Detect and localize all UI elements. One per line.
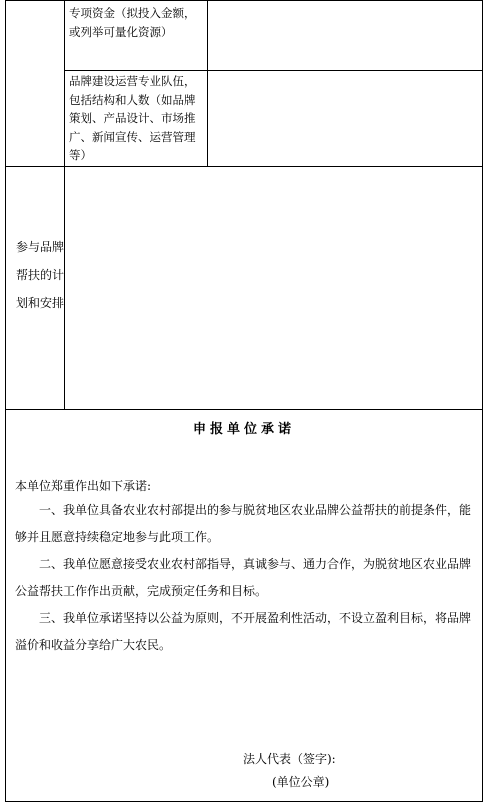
rule-row1 xyxy=(64,70,483,71)
rule-row3 xyxy=(5,409,483,410)
commitment-item-1: 一、我单位具备农业农村部提出的参与脱贫地区农业品牌公益帮扶的前提条件，能够并且愿意持续稳定地参与此项工作。 xyxy=(15,503,472,544)
commitment-item-2: 二、我单位愿意接受农业农村部指导，真诚参与、通力合作，为脱贫地区农业品牌公益帮扶工作作出贡献，完成预定任务和目标。 xyxy=(15,557,472,598)
rule-left xyxy=(5,0,6,802)
unit-seal: (单位公章) xyxy=(272,775,330,789)
commitment-intro: 本单位郑重作出如下承诺: xyxy=(15,479,152,493)
rule-label-col xyxy=(64,0,65,410)
legal-rep-signature: 法人代表（签字): xyxy=(243,752,336,766)
rule-bottom xyxy=(5,801,483,802)
rule-right xyxy=(482,0,483,802)
rule-row2 xyxy=(5,166,483,167)
commitment-title: 申报单位承诺 xyxy=(192,422,295,437)
rule-top xyxy=(5,0,483,1)
commitment-item-3: 三、我单位承诺坚持以公益为原则，不开展盈利性活动，不设立盈利目标，将品牌溢价和收益分享给广大农民。 xyxy=(15,611,472,652)
team-item: 品牌建设运营专业队伍，包括结构和人数（如品牌策划、产品设计、市场推广、新闻宣传、运营管理等） xyxy=(69,74,196,162)
rule-item-col xyxy=(207,0,208,167)
plan-label: 参与品牌帮扶的计划和安排 xyxy=(16,240,65,310)
resources-item: 专项资金（拟投入金额，或列举可量化资源） xyxy=(69,6,196,39)
application-form xyxy=(5,0,483,802)
